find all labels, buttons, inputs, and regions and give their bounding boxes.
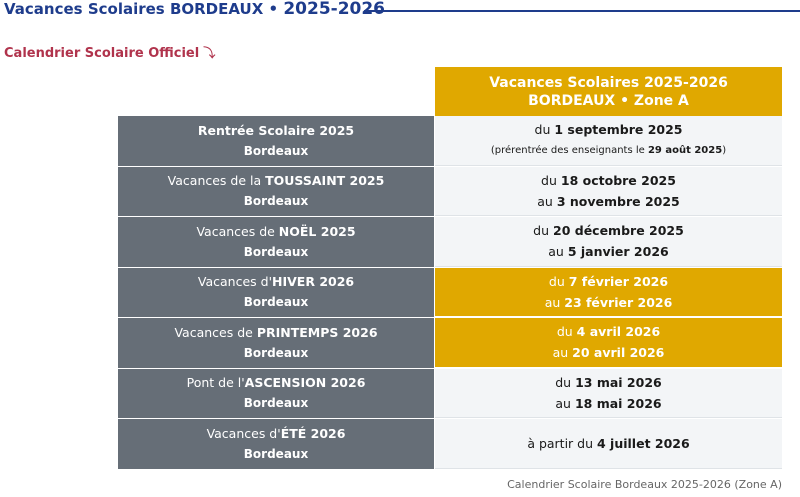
table-row (118, 217, 782, 268)
period-cell: Vacances d'ÉTÉ 2026 Bordeaux (118, 419, 435, 469)
page-header (0, 0, 800, 22)
dates-cell: du 1 septembre 2025 (prérentrée des enseignants le 29 août 2025) (435, 116, 782, 166)
dates-cell: du 18 octobre 2025 au 3 novembre 2025 (435, 167, 782, 217)
period-cell: Vacances d'HIVER 2026 Bordeaux (118, 268, 435, 318)
dates-cell: à partir du 4 juillet 2026 (435, 419, 782, 469)
table-row (118, 116, 782, 167)
period-cell: Rentrée Scolaire 2025 Bordeaux (118, 116, 435, 166)
period-cell: Vacances de la TOUSSAINT 2025 Bordeaux (118, 167, 435, 217)
table-header-row (118, 67, 782, 116)
table-row (118, 369, 782, 420)
period-cell: Vacances de PRINTEMPS 2026 Bordeaux (118, 318, 435, 368)
curved-arrow-down-icon: ⤵ (203, 46, 216, 60)
period-cell: Vacances de NOËL 2025 Bordeaux (118, 217, 435, 267)
dates-cell-highlighted: du 7 février 2026 au 23 février 2026 (435, 268, 782, 318)
title-underline (364, 10, 800, 12)
dates-cell: du 20 décembre 2025 au 5 janvier 2026 (435, 217, 782, 267)
dates-cell: du 13 mai 2026 au 18 mai 2026 (435, 369, 782, 419)
subtitle: Calendrier Scolaire Officiel ⤵ (4, 46, 216, 61)
table-header-cell: Vacances Scolaires 2025-2026 BORDEAUX • Zone A (435, 67, 782, 116)
table-row (118, 419, 782, 470)
table-caption: Calendrier Scolaire Bordeaux 2025-2026 (Zone A) (507, 478, 782, 491)
holiday-table (118, 67, 782, 470)
page-title: Vacances Scolaires BORDEAUX • 2025-2026 (4, 0, 386, 19)
dates-cell-highlighted: du 4 avril 2026 au 20 avril 2026 (435, 318, 782, 368)
table-row (118, 268, 782, 319)
table-row (118, 318, 782, 369)
table-row (118, 167, 782, 218)
period-cell: Pont de l'ASCENSION 2026 Bordeaux (118, 369, 435, 419)
